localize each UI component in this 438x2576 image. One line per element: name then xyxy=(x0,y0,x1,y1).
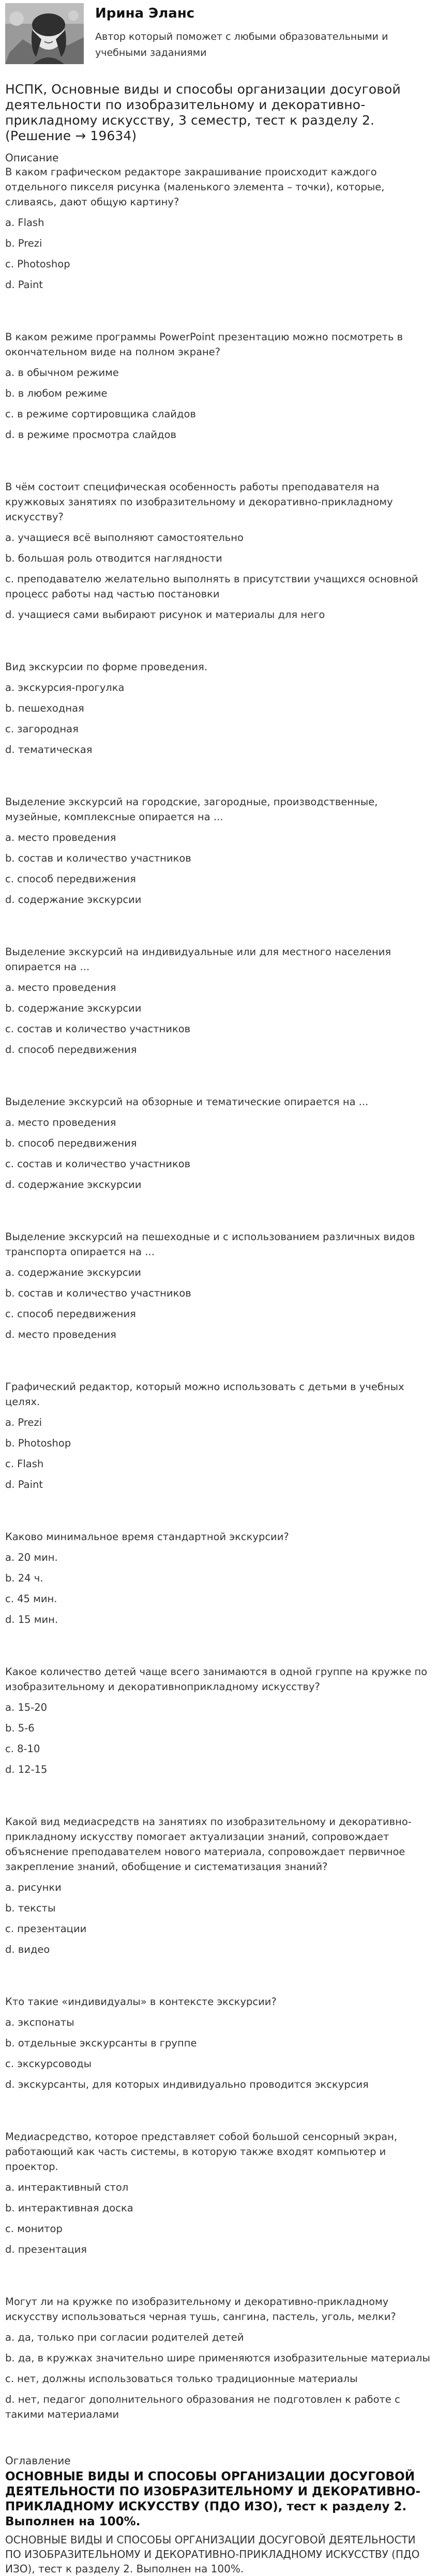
question-text: В чём состоит специфическая особенность работы преподавателя на кружковых занятиях по изобразительному и декоративно-прикладному искусству? xyxy=(5,481,393,523)
answer-option: d. 12-15 xyxy=(5,1764,48,1775)
answer-option: c. Flash xyxy=(5,1458,44,1470)
question-text: Кто такие «индивидуалы» в контексте экскурсии? xyxy=(5,1996,277,2008)
answer-option: a. в обычном режиме xyxy=(5,367,119,379)
answer-option: c. 8-10 xyxy=(5,1743,40,1755)
question-text: Выделение экскурсий на индивидуальные или для местного населения опирается на ... xyxy=(5,946,391,973)
question-text: Какой вид медиасредств на занятиях по изобразительному и декоративно-прикладному искусству помогает актуализации знаний, сопровождает объяснение преподавателем нового материала, сопровождает первичное закрепление знаний, обобщение и систематизация знаний? xyxy=(5,1816,412,1873)
question-block xyxy=(5,1379,433,1495)
question-text: Выделение экскурсий на городские, загородные, производственные, музейные, комплексные опирается на ... xyxy=(5,796,378,823)
question-text: Выделение экскурсий на пешеходные и с использованием различных видов транспорта опирается на ... xyxy=(5,1231,415,1258)
question-block xyxy=(5,1529,433,1630)
answer-option: a. 15-20 xyxy=(5,1701,48,1713)
answer-option: b. Prezi xyxy=(5,237,42,249)
answer-option: c. экскурсоводы xyxy=(5,2058,92,2070)
question-block xyxy=(5,1229,433,1345)
question-block xyxy=(5,2294,433,2425)
answer-option: d. Paint xyxy=(5,1479,43,1490)
author-header xyxy=(5,0,433,68)
answer-option: d. тематическая xyxy=(5,744,93,756)
question-block xyxy=(5,2129,433,2260)
question-text: В каком режиме программы PowerPoint презентацию можно посмотреть в окончательном виде на полном экране? xyxy=(5,331,403,358)
answer-option: b. состав и количество участников xyxy=(5,852,191,864)
answer-options xyxy=(5,1262,433,1345)
answer-option: d. место проведения xyxy=(5,1329,116,1340)
question-text: Каково минимальное время стандартной экскурсии? xyxy=(5,1531,289,1543)
answer-option: b. 24 ч. xyxy=(5,1572,43,1584)
answer-option: a. экскурсия-прогулка xyxy=(5,682,125,694)
answer-option: c. способ передвижения xyxy=(5,873,136,885)
answer-option: a. содержание экскурсии xyxy=(5,1267,141,1278)
answer-options xyxy=(5,528,433,625)
author-info xyxy=(95,3,405,61)
answer-option: a. 20 мин. xyxy=(5,1551,58,1563)
answer-option: d. Paint xyxy=(5,279,43,291)
answer-option: a. Prezi xyxy=(5,1417,42,1428)
answer-option: d. содержание экскурсии xyxy=(5,1179,142,1191)
answer-option: b. да, в кружках значительно шире применяются изобразительные материалы xyxy=(5,2352,430,2364)
answer-option: c. нет, должны использоваться только традиционные материалы xyxy=(5,2373,358,2385)
question-text: Какое количество детей чаще всего занимаются в одной группе на кружке по изобразительному и декоративноприкладному искусству? xyxy=(5,1666,428,1693)
answer-option: b. Photoshop xyxy=(5,1437,71,1449)
toc-description: ОСНОВНЫЕ ВИДЫ И СПОСОБЫ ОРГАНИЗАЦИИ ДОСУГОВОЙ ДЕЯТЕЛЬНОСТИ ПО ИЗОБРАЗИТЕЛЬНОМУ И ДЕКОРАТИВНО-ПРИКЛАДНОМУ ИСКУССТВУ (ПДО ИЗО), тест к разделу 2. Выполнен на 100%. xyxy=(5,2534,420,2575)
answer-option: d. способ передвижения xyxy=(5,1044,137,1056)
answer-option: b. 5-6 xyxy=(5,1722,35,1734)
question-block xyxy=(5,164,433,295)
page-title: НСПК, Основные виды и способы организации досуговой деятельности по изобразительному и декоративно-прикладному искусству, 3 семестр, тест к разделу 2. (Решение → 19634) xyxy=(5,82,401,143)
answer-option: c. состав и количество участников xyxy=(5,1158,191,1170)
answer-option: c. монитор xyxy=(5,2223,63,2235)
question-block xyxy=(5,1994,433,2095)
answer-options xyxy=(5,363,433,445)
answer-option: c. в режиме сортировщика слайдов xyxy=(5,408,196,420)
answer-option: b. способ передвижения xyxy=(5,1137,137,1149)
question-text: Вид экскурсии по форме проведения. xyxy=(5,661,208,673)
answer-option: c. загородная xyxy=(5,723,79,735)
question-text: В каком графическом редакторе закрашивание происходит каждого отдельного пикселя рисунка (маленького элемента – точки), которые, сливаясь, дают общую картину? xyxy=(5,166,385,208)
answer-option: a. место проведения xyxy=(5,832,116,843)
answer-option: b. состав и количество участников xyxy=(5,1287,191,1299)
question-block xyxy=(5,1814,433,1960)
answer-option: a. учащиеся всё выполняют самостоятельно xyxy=(5,532,244,544)
answer-options xyxy=(5,2177,433,2260)
toc-label: Оглавление xyxy=(5,2454,71,2467)
answer-option: d. экскурсанты, для которых индивидуально проводится экскурсия xyxy=(5,2078,369,2090)
answer-option: c. способ передвижения xyxy=(5,1308,136,1320)
description-label: Описание xyxy=(5,152,59,164)
answer-option: d. презентация xyxy=(5,2243,87,2255)
answer-options xyxy=(5,1412,433,1495)
answer-option: a. экспонаты xyxy=(5,2016,74,2028)
question-block xyxy=(5,1664,433,1780)
answer-option: d. учащиеся сами выбирают рисунок и материалы для него xyxy=(5,609,325,621)
question-block xyxy=(5,329,433,445)
answer-option: c. 45 мин. xyxy=(5,1593,57,1605)
answer-option: c. Photoshop xyxy=(5,258,70,270)
answer-options xyxy=(5,827,433,910)
answer-options xyxy=(5,2327,433,2425)
question-text: Выделение экскурсий на обзорные и тематические опирается на ... xyxy=(5,1096,369,1108)
question-text: Могут ли на кружке по изобразительному и декоративно-прикладному искусству использоваться черная тушь, сангина, пастель, уголь, мелки? xyxy=(5,2296,396,2323)
answer-option: a. да, только при согласии родителей детей xyxy=(5,2331,244,2343)
answer-option: c. преподавателю желательно выполнять в присутствии учащихся основной процесс работы над частью постановки xyxy=(5,573,418,600)
question-block xyxy=(5,794,433,910)
answer-option: b. большая роль отводится наглядности xyxy=(5,552,222,564)
answer-option: b. пешеходная xyxy=(5,702,84,714)
answer-option: b. отдельные экскурсанты в группе xyxy=(5,2037,197,2049)
answer-option: a. Flash xyxy=(5,217,44,229)
answer-option: b. тексты xyxy=(5,1902,56,1914)
question-block xyxy=(5,659,433,760)
answer-option: a. рисунки xyxy=(5,1881,62,1893)
answer-options xyxy=(5,1697,433,1780)
question-block xyxy=(5,479,433,625)
author-name[interactable]: Ирина Эланс xyxy=(95,6,195,21)
avatar xyxy=(5,3,84,64)
answer-option: a. место проведения xyxy=(5,982,116,993)
question-block xyxy=(5,1094,433,1195)
answer-option: d. содержание экскурсии xyxy=(5,894,142,906)
answer-option: d. видео xyxy=(5,1944,50,1955)
avatar-image xyxy=(5,3,84,64)
answer-options xyxy=(5,2012,433,2095)
answer-option: b. в любом режиме xyxy=(5,387,108,399)
answer-options xyxy=(5,213,433,295)
answer-options xyxy=(5,1112,433,1195)
answer-options xyxy=(5,677,433,760)
answer-options xyxy=(5,1547,433,1630)
question-block xyxy=(5,944,433,1060)
question-text: Графический редактор, который можно использовать с детьми в учебных целях. xyxy=(5,1381,404,1408)
answer-option: d. нет, педагог дополнительного образования не подготовлен к работе с такими материалами xyxy=(5,2393,400,2420)
answer-option: a. место проведения xyxy=(5,1117,116,1128)
question-text: Медиасредство, которое представляет собой большой сенсорный экран, работающий как часть системы, в которую также входят компьютер и проектор. xyxy=(5,2131,398,2173)
answer-option: d. 15 мин. xyxy=(5,1614,58,1625)
question-list xyxy=(5,164,433,2425)
toc-title: ОСНОВНЫЕ ВИДЫ И СПОСОБЫ ОРГАНИЗАЦИИ ДОСУГОВОЙ ДЕЯТЕЛЬНОСТИ ПО ИЗОБРАЗИТЕЛЬНОМУ И ДЕКОРАТИВНО-ПРИКЛАДНОМУ ИСКУССТВУ (ПДО ИЗО), тест к разделу 2. Выполнен на 100%. xyxy=(5,2470,421,2528)
answer-option: a. интерактивный стол xyxy=(5,2181,129,2193)
answer-options xyxy=(5,977,433,1060)
answer-option: d. в режиме просмотра слайдов xyxy=(5,429,177,441)
answer-option: b. интерактивная доска xyxy=(5,2202,133,2214)
answer-option: c. презентации xyxy=(5,1923,87,1935)
answer-option: b. содержание экскурсии xyxy=(5,1002,142,1014)
author-description: Автор который поможет с любыми образовательными и учебными заданиями xyxy=(95,31,388,58)
answer-options xyxy=(5,1877,433,1960)
answer-option: c. состав и количество участников xyxy=(5,1023,191,1035)
